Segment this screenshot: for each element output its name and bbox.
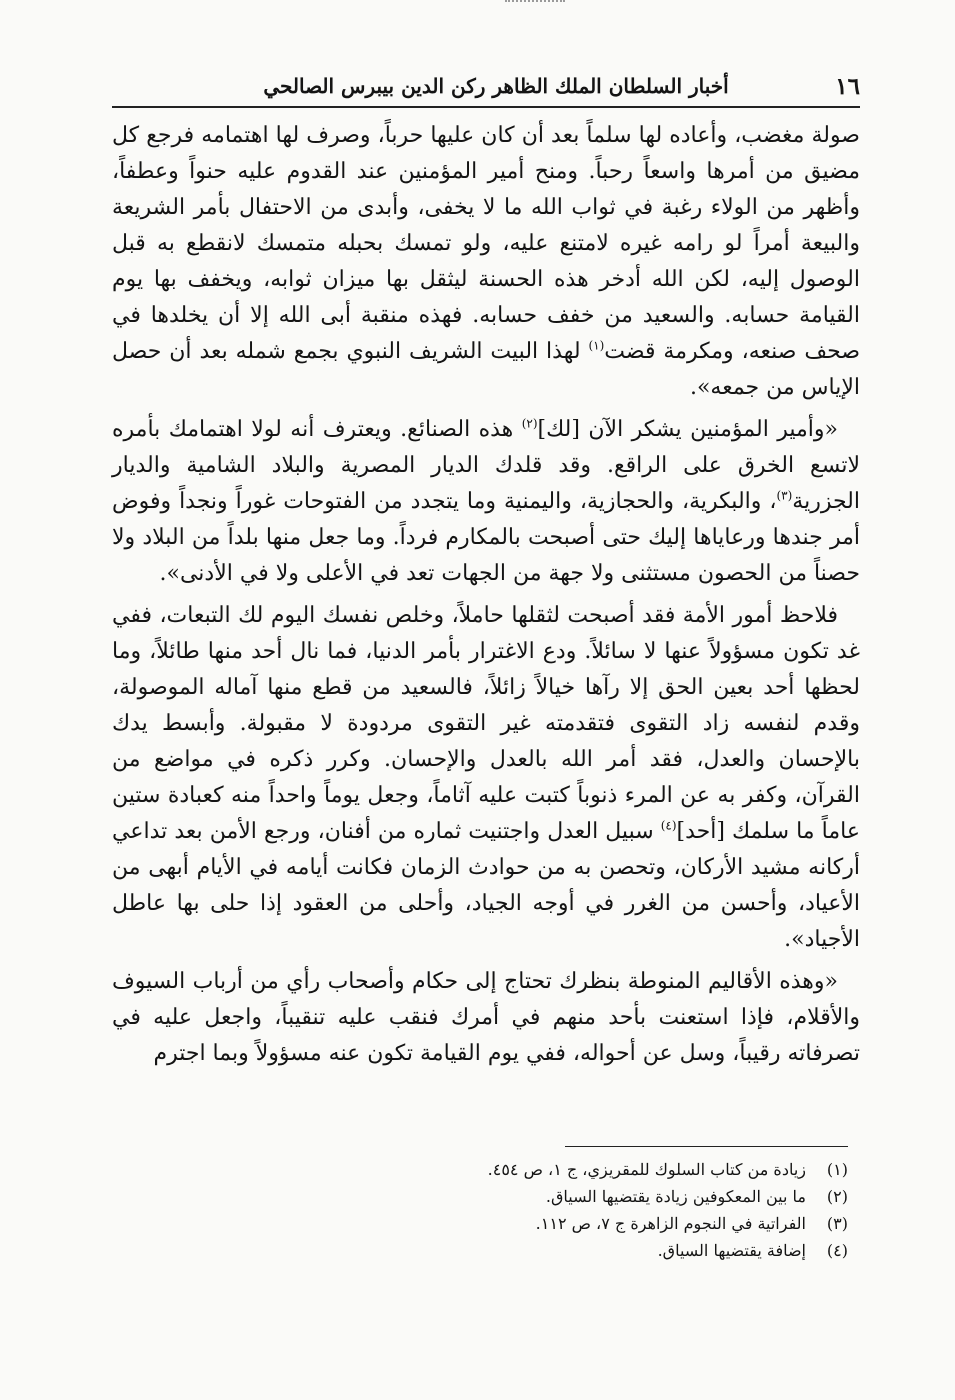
footnote-number: (٤) xyxy=(826,1241,848,1260)
paragraph-4-text-a: «وهذه الأقاليم المنوطة بنظرك تحتاج إلى حكام وأصحاب رأي من أرباب السيوف والأقلام، فإذا استعنت بأحد منهم في أمرك فنقب عليه تنقيباً، واجعل عليه في تصرفاته رقيباً، وسل عن أحواله، ففي يوم القيامة تكون عنه مسؤولاً وبما اجترم xyxy=(112,969,860,1066)
footnote-ref-1: (١) xyxy=(588,338,605,353)
paragraph-3-text-b: سبيل العدل واجتنيت ثماره من أفنان، ورجع الأمن بعد تداعي أركانه مشيد الأركان، وتحصن به من حوادث الزمان فكانت أيامه في الأيام أبهى من الأعياد، وأحسن من الغرر في أوجه الجياد، وأحلى من العقود إذا حلى بها عاطل الأجياد». xyxy=(112,819,860,952)
body-text xyxy=(112,118,860,1078)
footnote-number: (٢) xyxy=(826,1187,848,1206)
paragraph-3 xyxy=(112,598,860,958)
paragraph-2-text-a: «وأمير المؤمنين يشكر الآن [لك] xyxy=(537,417,838,442)
footnote-text: إضافة يقتضيها السياق. xyxy=(657,1241,806,1260)
paragraph-1-text-a: صولة مغضب، وأعاده لها سلماً بعد أن كان عليها حرباً، وصرف لها اهتمامه فرجع كل مضيق من أمرها واسعاً رحباً. ومنح أمير المؤمنين عند القدوم عليه حنواً وعطفاً، وأظهر من الولاء رغبة في ثواب الله ما لا يخفى، وأبدى من الاحتفال بأمر الشريعة والبيعة أمراً لو رامه غيره لامتنع عليه، ولو تمسك بحبله متمسك لانقطع به قبل الوصول إليه، لكن الله أدخر هذه الحسنة ليثقل بها ميزان ثوابه، ويخفف بها يوم القيامة حسابه. والسعيد من خفف حسابه. فهذه منقبة أبى الله إلا أن يخلدها في صحف صنعه، ومكرمة قضت xyxy=(112,123,860,364)
footnote-divider xyxy=(565,1146,848,1147)
footnote-ref-4: (٤) xyxy=(660,818,677,833)
page-number: ١٦ xyxy=(835,72,860,100)
footnotes xyxy=(300,1156,848,1264)
footnote-number: (١) xyxy=(826,1160,848,1179)
paragraph-1-text-b: لهذا البيت الشريف النبوي بجمع شمله بعد أن حصل الإياس من جمعه». xyxy=(112,339,860,400)
paragraph-3-text-a: فلاحظ أمور الأمة فقد أصبحت لثقلها حاملاً، وخلص نفسك اليوم لك التبعات، ففي غد تكون مسؤولاً عنها لا سائلاً. ودع الاغترار بأمر الدنيا، فما نال أحد منها طائلاً، وما لحظها أحد بعين الحق إلا رآها خيالاً زائلاً، فالسعيد من قطع منها آماله الموصولة، وقدم لنفسه زاد التقوى فتقدمته غير التقوى مردودة لا مقبولة. وأبسط يدك بالإحسان والعدل، فقد أمر الله بالعدل والإحسان. وكرر ذكره في مواضع من القرآن، وكفر به عن المرء ذنوباً كتبت عليه آثاماً، وجعل يوماً واحداً منه كعبادة ستين عاماً ما سلمك [أحد] xyxy=(112,603,860,844)
paragraph-4 xyxy=(112,964,860,1072)
footnote-text: الفراتية في النجوم الزاهرة ج ٧، ص ١١٢. xyxy=(535,1214,806,1233)
scan-artifact xyxy=(505,0,565,8)
running-title: أخبار السلطان الملك الظاهر ركن الدين بيبرس الصالحي xyxy=(263,74,729,98)
paragraph-1 xyxy=(112,118,860,406)
footnote-ref-2: (٢) xyxy=(521,416,538,431)
footnote-1 xyxy=(300,1156,848,1183)
footnote-4 xyxy=(300,1237,848,1264)
footnote-text: ما بين المعكوفين زيادة يقتضيها السياق. xyxy=(545,1187,806,1206)
paragraph-2-text-c: ، والبكرية، والحجازية، واليمنية وما يتجدد من الفتوحات غوراً ونجداً وفوض أمر جندها ورعاياها إليك حتى أصبحت بالمكارم فرداً. وما جعل منها بلداً من البلاد ولا حصناً من الحصون مستثنى ولا جهة من الجهات تعد في الأعلى ولا في الأدنى». xyxy=(112,489,860,586)
paragraph-2-text-b: هذه الصنائع. ويعترف أنه لولا اهتمامك بأمره لاتسع الخرق على الراقع. وقد قلدك الديار المصرية والبلاد الشامية والديار الجزرية xyxy=(112,417,860,514)
footnote-3 xyxy=(300,1210,848,1237)
footnote-ref-3: (٣) xyxy=(776,488,793,503)
paragraph-2 xyxy=(112,412,860,592)
page-header xyxy=(112,66,860,108)
footnote-text: زيادة من كتاب السلوك للمقريزي، ج ١، ص ٤٥٤. xyxy=(487,1160,806,1179)
footnote-2 xyxy=(300,1183,848,1210)
footnote-number: (٣) xyxy=(826,1214,848,1233)
